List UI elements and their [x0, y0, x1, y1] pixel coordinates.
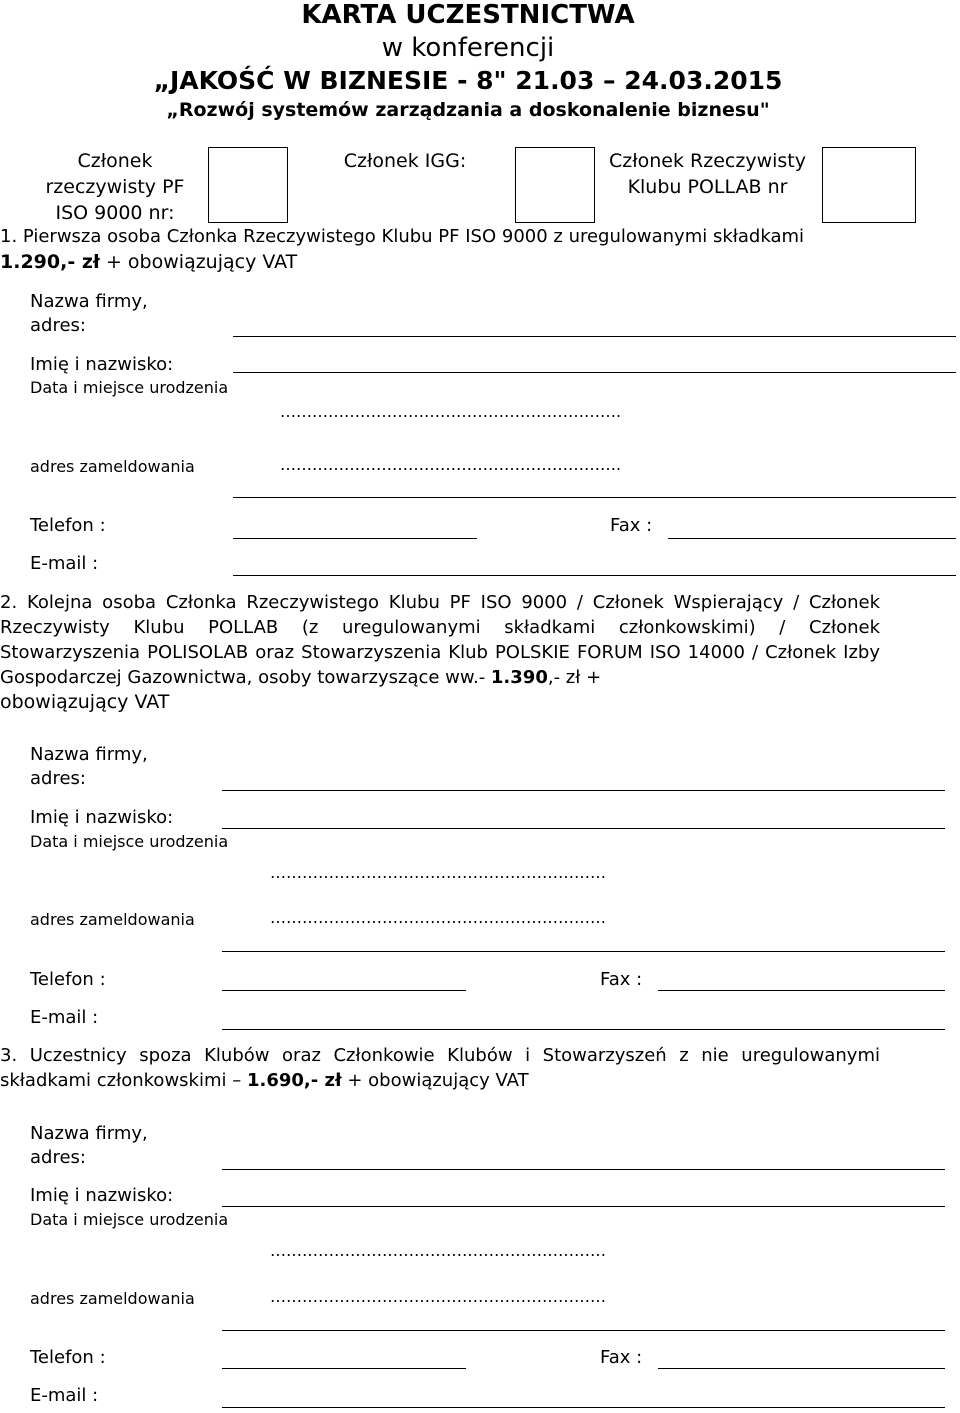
s2-email-field[interactable] [222, 1029, 945, 1030]
s1-address-field[interactable]: ………………………………………………………. [280, 455, 622, 474]
section2-price: 1.390 [490, 667, 548, 688]
s3-company-field[interactable] [222, 1169, 945, 1170]
s1-company-label-2: adres: [30, 315, 86, 336]
s1-company-label-1: Nazwa firmy, [30, 291, 148, 312]
s3-company-label-2: adres: [30, 1147, 86, 1168]
pollab-member-number-box[interactable] [822, 147, 916, 223]
igg-member-box[interactable] [515, 147, 595, 223]
event-theme: „Rozwój systemów zarządzania a doskonalenie biznesu" [166, 99, 770, 121]
section1-heading: 1. Pierwsza osoba Członka Rzeczywistego Klubu PF ISO 9000 z uregulowanymi składkami [0, 226, 805, 247]
s2-name-label: Imię i nazwisko: [30, 807, 174, 828]
section2-vat: obowiązujący VAT [0, 691, 170, 713]
s2-company-field[interactable] [222, 790, 945, 791]
s1-phone-label: Telefon : [30, 515, 106, 536]
s2-address-line[interactable] [222, 951, 945, 952]
section2-heading [0, 590, 880, 690]
s2-email-label: E-mail : [30, 1007, 99, 1028]
igg-member-label: Członek IGG: [343, 150, 467, 172]
s1-address-line[interactable] [233, 497, 956, 498]
s2-name-field[interactable] [222, 828, 945, 829]
form-subtitle: w konferencji [381, 33, 555, 63]
s3-fax-label: Fax : [600, 1347, 643, 1368]
s3-address-line[interactable] [222, 1330, 945, 1331]
s2-address-label: adres zameldowania [30, 910, 195, 929]
section3-price-suffix: + obowiązujący VAT [341, 1070, 529, 1091]
pollab-member-label: Członek Rzeczywisty Klubu POLLAB nr [609, 150, 806, 198]
s3-phone-label: Telefon : [30, 1347, 106, 1368]
pf-member-number-box[interactable] [208, 147, 288, 223]
s1-company-field[interactable] [233, 336, 956, 337]
event-name: „JAKOŚĆ W BIZNESIE - 8" 21.03 – 24.03.2015 [153, 66, 783, 95]
s1-fax-label: Fax : [610, 515, 653, 536]
pf-member-label: Członek rzeczywisty PF ISO 9000 nr: [45, 150, 185, 224]
s1-birth-field[interactable]: ………………………………………………………. [280, 402, 622, 421]
s3-fax-field[interactable] [658, 1368, 945, 1369]
s2-address-field[interactable]: ……………………………………………………… [270, 908, 606, 927]
section1-price-suffix: + obowiązujący VAT [99, 251, 298, 273]
section3-price: 1.690,- zł [246, 1070, 342, 1091]
s3-company-label-1: Nazwa firmy, [30, 1123, 148, 1144]
s3-birth-label: Data i miejsce urodzenia [30, 1210, 229, 1229]
s1-name-label: Imię i nazwisko: [30, 354, 174, 375]
s3-email-label: E-mail : [30, 1385, 99, 1406]
section3-heading [0, 1043, 880, 1093]
form-title: KARTA UCZESTNICTWA [301, 0, 635, 30]
s2-birth-label: Data i miejsce urodzenia [30, 832, 229, 851]
s1-address-label: adres zameldowania [30, 457, 195, 476]
s3-phone-field[interactable] [222, 1368, 466, 1369]
s3-name-field[interactable] [222, 1206, 945, 1207]
s3-email-field[interactable] [222, 1407, 945, 1408]
section1-price-line [0, 251, 297, 273]
s3-name-label: Imię i nazwisko: [30, 1185, 174, 1206]
s2-fax-label: Fax : [600, 969, 643, 990]
s2-company-label-2: adres: [30, 768, 86, 789]
s1-email-label: E-mail : [30, 553, 99, 574]
s2-birth-field[interactable]: ……………………………………………………… [270, 863, 606, 882]
s3-address-field[interactable]: ……………………………………………………… [270, 1287, 606, 1306]
s1-phone-field[interactable] [233, 538, 477, 539]
s3-address-label: adres zameldowania [30, 1289, 195, 1308]
section1-price: 1.290,- zł [0, 251, 100, 273]
s1-birth-label: Data i miejsce urodzenia [30, 378, 229, 397]
s3-birth-field[interactable]: ……………………………………………………… [270, 1241, 606, 1260]
s1-email-field[interactable] [233, 575, 956, 576]
s1-name-field[interactable] [233, 372, 956, 373]
section2-text: 2. Kolejna osoba Członka Rzeczywistego Klubu PF ISO 9000 / Członek Wspierający / Członek Rzeczywisty Klubu POLLAB (z uregulowanymi składkami członkowskimi) / Członek Stowarzyszenia POLISOLAB oraz Stowarzyszenia Klub POLSKIE FORUM ISO 14000 / Członek Izby Gospodarczej Gazownictwa, osoby towarzyszące ww.- [0, 592, 880, 688]
s2-phone-field[interactable] [222, 990, 466, 991]
s1-fax-field[interactable] [668, 538, 956, 539]
s2-company-label-1: Nazwa firmy, [30, 744, 148, 765]
section3-text: 3. Uczestnicy spoza Klubów oraz Członkowie Klubów i Stowarzyszeń z nie uregulowanymi składkami członkowskimi – [0, 1045, 880, 1091]
s2-phone-label: Telefon : [30, 969, 106, 990]
s2-fax-field[interactable] [658, 990, 945, 991]
section2-price-suffix: ,- zł + [547, 667, 602, 688]
